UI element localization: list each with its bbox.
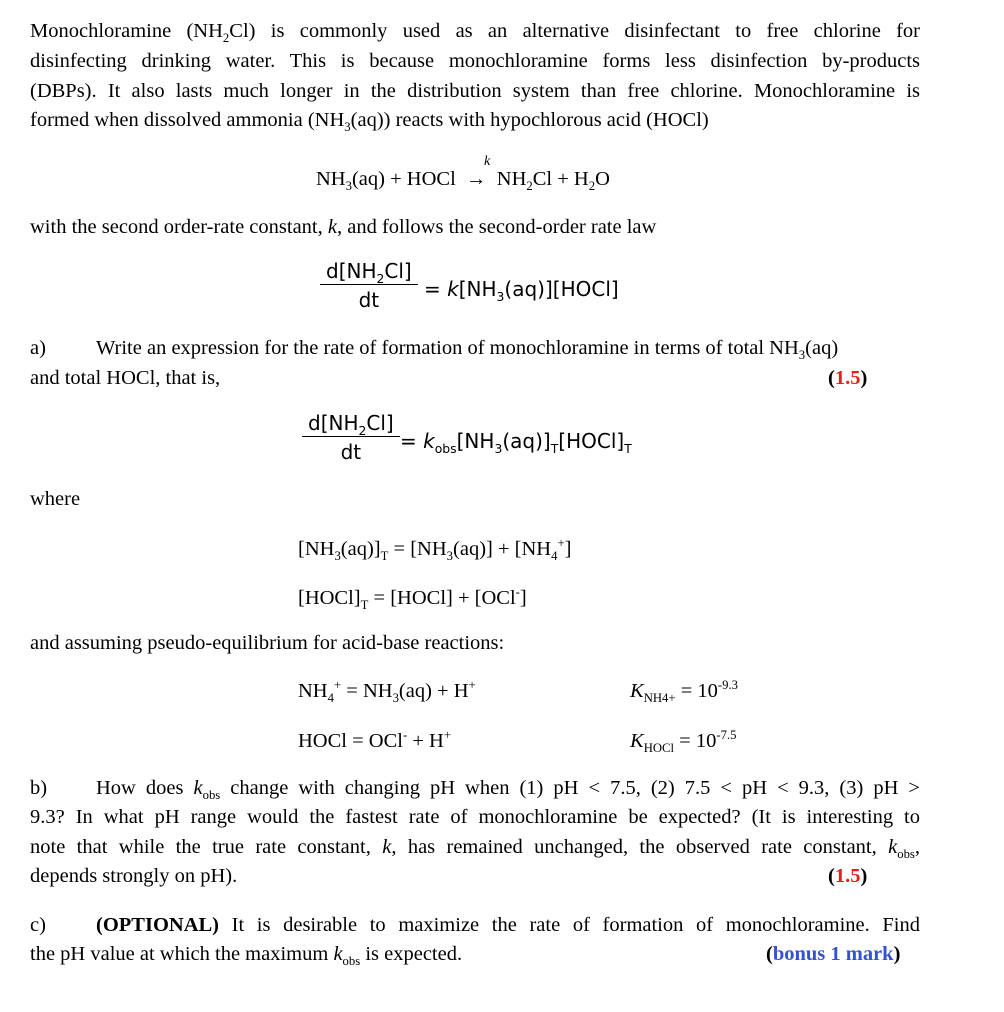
part-a-fraction — [302, 410, 400, 467]
part-a-line-1: Write an expression for the rate of formation of monochloramine in terms of total $NH_3(aq)$ — [96, 337, 839, 363]
intro-line-1: Monochloramine $(NH_2Cl)$ is commonly used as an alternative disinfectant to free chlorine for — [30, 20, 921, 46]
part-a-label: a) — [30, 337, 46, 359]
equilibrium-nh4-reaction: $NH_4^+ = NH_3(aq) + H^+$ — [298, 678, 476, 706]
equilibrium-hocl-reaction: HOCl = OCl- + H+ — [298, 728, 451, 752]
part-c-bonus-value: bonus 1 mark — [772, 943, 894, 965]
reaction-arrow: → — [466, 168, 487, 190]
equilibrium-nh4-constant: $K_{NH4+} = 10^{-9.3}$ — [630, 678, 738, 706]
part-c-label: c) — [30, 914, 46, 936]
intro-line-3: (DBPs). It also lasts much longer in the distribution system than free chlorine. Monochloramine is — [30, 80, 920, 102]
part-b-marks-value: 1.5 — [834, 865, 861, 887]
part-a-marks-value: 1.5 — [834, 367, 861, 389]
part-b-marks: (1.5) — [828, 865, 868, 887]
rate-law-fraction — [320, 258, 418, 315]
where-label: where — [30, 488, 81, 510]
part-c-bonus: (bonus 1 mark) — [766, 943, 901, 965]
part-b-line-2: 9.3? In what pH range would the fastest rate of monochloramine be expected? (It is interesting to — [30, 806, 920, 828]
part-b-line-3: note that while the true rate constant, k, has remained unchanged, the observed rate constant, $k_{obs}$, — [30, 836, 920, 862]
part-c-line-2: the pH value at which the maximum $k_{obs}$ is expected. — [30, 943, 463, 969]
rate-law-intro: with the second order-rate constant, k, and follows the second-order rate law — [30, 216, 657, 238]
rate-law-denominator: dt — [358, 288, 380, 312]
part-a-marks: (1.5) — [828, 367, 868, 389]
part-b-line-4: depends strongly on pH). — [30, 865, 238, 887]
part-c-line-1-rest: It is desirable to maximize the rate of formation of monochloramine. Find — [231, 914, 920, 936]
reaction-equation: $NH_3(aq)$ + HOCl → $NH_2Cl + H_2O$ — [316, 168, 610, 194]
rate-law-rhs: = $k[NH_3(aq)][HOCl]$ — [424, 277, 619, 304]
part-a-numerator: $d[NH_2Cl]$ — [302, 410, 400, 437]
rate-constant-k-label: k — [484, 154, 491, 169]
part-b-label: b) — [30, 777, 48, 799]
part-b-line-1: How does $k_{obs}$ change with changing pH when (1) pH < 7.5, (2) 7.5 < pH < 9.3, (3) pH > — [96, 777, 920, 803]
part-c-line-1 — [96, 910, 920, 940]
total-nh3-expression: $[NH_3(aq)]_T = [NH_3(aq)] + [NH_4^+]$ — [298, 536, 572, 564]
equilibrium-hocl-constant: $K_{HOCl} = 10^{-7.5}$ — [630, 728, 737, 756]
part-a-denominator: dt — [340, 440, 362, 464]
part-a-rhs: = $k_{obs}[NH_3(aq)]_T[HOCl]_T$ — [400, 429, 632, 456]
equilibrium-intro: and assuming pseudo-equilibrium for acid-base reactions: — [30, 632, 505, 654]
total-hocl-expression: $[HOCl]_T$ = [HOCl] + [OCl-] — [298, 585, 527, 613]
part-c-optional: (OPTIONAL) — [96, 914, 219, 936]
intro-line-4: formed when dissolved ammonia $(NH_3(aq))$ reacts with hypochlorous acid (HOCl) — [30, 109, 709, 135]
part-a-line-2: and total HOCl, that is, — [30, 367, 221, 389]
intro-line-2: disinfecting drinking water. This is because monochloramine forms less disinfection by-products — [30, 50, 920, 72]
rate-law-numerator: $d[NH_2Cl]$ — [320, 258, 418, 285]
